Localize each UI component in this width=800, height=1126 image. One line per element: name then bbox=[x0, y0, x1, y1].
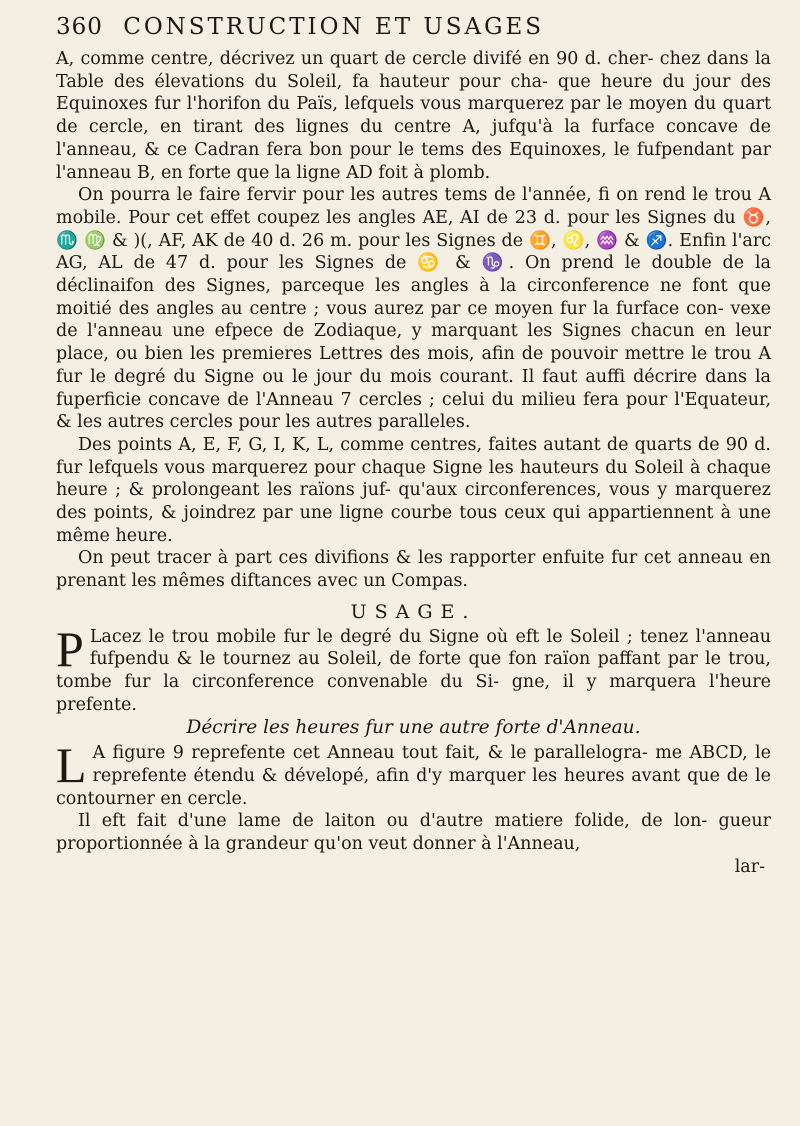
body-text bbox=[56, 48, 771, 878]
paragraph-2: On pourra le faire fervir pour les autres tems de l'année, fi on rend le trou A mobile. Pour cet effet coupez les angles AE, AI de 23 d. pour les Signes du ♉, ♏ ♍ & )(, AF, AK de 40 d. 26 m. pour les Signes de ♊, ♌, ♒ & ♐. Enfin l'arc AG, AL de 47 d. pour les Signes de ♋ & ♑. On prend le double de la déclinaifon des Signes, parceque les angles à la circonference ne font que moitié des angles au centre ; vous aurez par ce moyen fur la furface con- vexe de l'anneau une efpece de Zodiaque, y marquant les Signes chacun en leur place, ou bien les premieres Lettres des mois, afin de pouvoir mettre le trou A fur le degré du Signe ou le jour du mois courant. Il faut auffi décrire dans la fuperficie concave de l'Anneau 7 cercles ; celui du milieu fera pour l'Equateur, & les autres cercles pour les autres paralleles. bbox=[56, 185, 771, 433]
usage-text: Lacez le trou mobile fur le degré du Signe où eft le Soleil ; tenez l'anneau fufpendu & le tournez au Soleil, de forte que fon raïon paffant par le trou, tombe fur la circonference convenable du Si- gne, il y marquera l'heure prefente. bbox=[56, 626, 771, 715]
usage-paragraph bbox=[56, 620, 771, 717]
drop-cap: P bbox=[56, 620, 84, 677]
figure-paragraph bbox=[56, 737, 771, 810]
paragraph-4: On peut tracer à part ces divifions & les rapporter enfuite fur cet anneau en prenant les mêmes diftances avec un Compas. bbox=[56, 548, 771, 592]
section-title: Décrire les heures fur une autre forte d'Anneau. bbox=[186, 717, 641, 739]
running-header bbox=[56, 14, 776, 40]
catchword: lar- bbox=[734, 856, 765, 877]
page-number: 360 bbox=[56, 14, 103, 40]
last-paragraph: Il eft fait d'une lame de laiton ou d'autre matiere folide, de lon- gueur proportionnée à la grandeur qu'on veut donner à l'Anneau, bbox=[56, 811, 771, 854]
usage-heading: USAGE. bbox=[350, 600, 477, 623]
paragraph-3: Des points A, E, F, G, I, K, L, comme centres, faites autant de quarts de 90 d. fur lefquels vous marquerez pour chaque Signe les hauteurs du Soleil à chaque heure ; & prolongeant les raïons juf- qu'aux circonferences, vous y marquerez des points, & joindrez par une ligne courbe tous ceux qui appartiennent à une même heure. bbox=[56, 434, 771, 546]
paragraph-1: A, comme centre, décrivez un quart de cercle divifé en 90 d. cher- chez dans la Table des élevations du Soleil, fa hauteur pour cha- que heure du jour des Equinoxes fur l'horifon du Païs, lefquels vous marquerez par le moyen du quart de cercle, en tirant des lignes du centre A, jufqu'à la furface concave de l'anneau, & ce Cadran fera bon pour le tems des Equinoxes, le fufpendant par l'anneau B, en forte que la ligne AD foit à plomb. bbox=[56, 49, 771, 183]
drop-cap: L bbox=[56, 737, 87, 794]
figure-text: A figure 9 reprefente cet Anneau tout fait, & le parallelogra- me ABCD, le reprefente étendu & dévelopé, afin d'y marquer les heures avant que de le contourner en cercle. bbox=[56, 743, 771, 809]
running-title: CONSTRUCTION ET USAGES bbox=[123, 14, 545, 40]
